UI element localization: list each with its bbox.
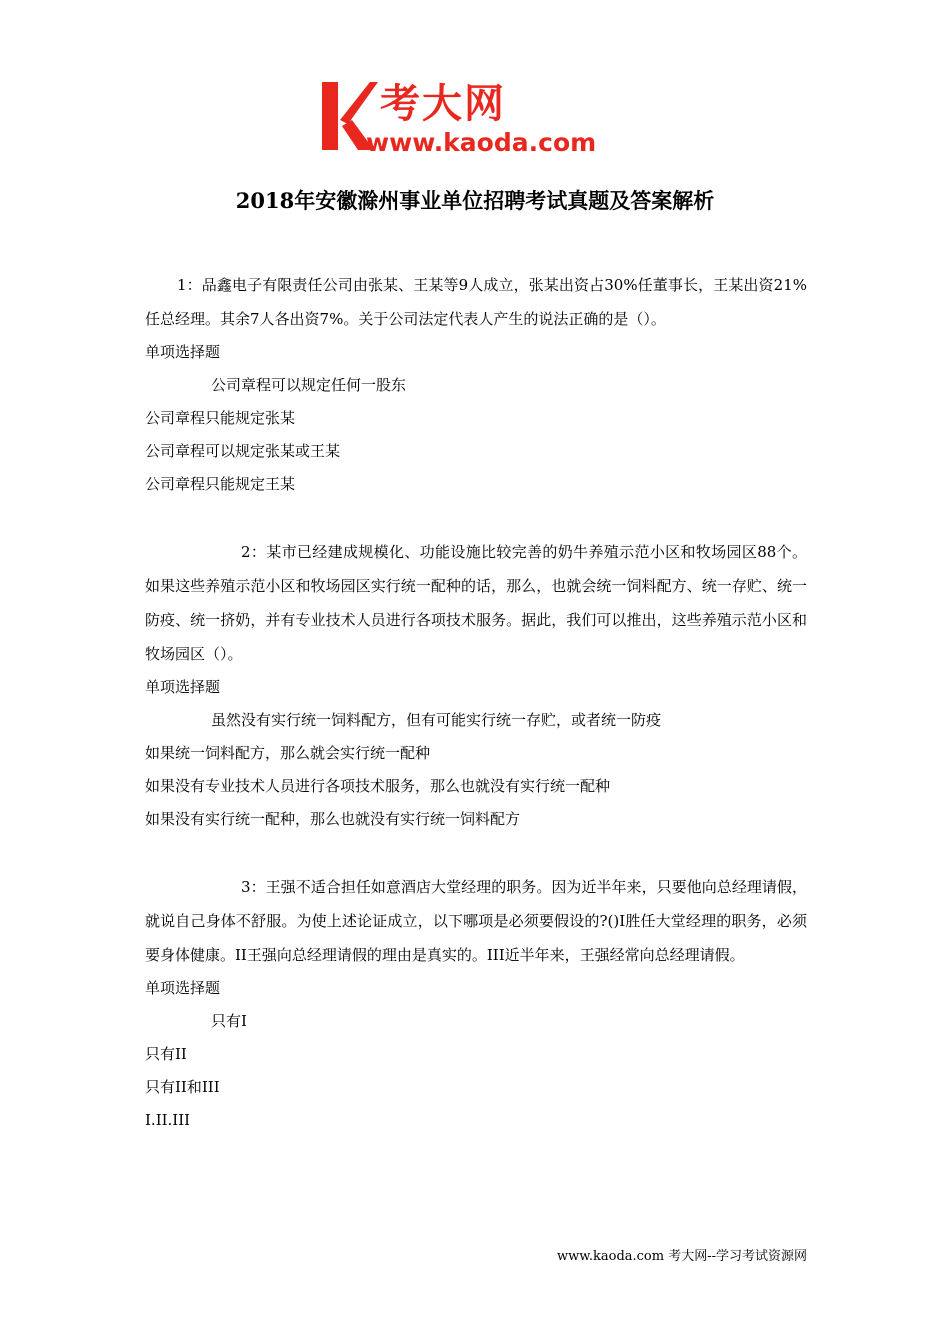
- option-a: 虽然没有实行统一饲料配方，但有可能实行统一存贮，或者统一防疫: [211, 711, 662, 729]
- page-footer: www.kaoda.com 考大网--学习考试资源网: [557, 1249, 807, 1264]
- document-body: [145, 268, 807, 1137]
- option-b: 只有II: [145, 1045, 187, 1063]
- question-text: 2：某市已经建成规模化、功能设施比较完善的奶牛养殖示范小区和牧场园区88个。如果这些养殖示范小区和牧场园区实行统一配种的话，那么，也就会统一饲料配方、统一存贮、统一防疫、统一挤奶，并有专业技术人员进行各项技术服务。据此，我们可以推出，这些养殖示范小区和牧场园区（）。: [145, 543, 807, 663]
- option-a: 只有I: [211, 1012, 247, 1030]
- option-d: 如果没有实行统一配种，那么也就没有实行统一饲料配方: [145, 810, 521, 828]
- option-d: 公司章程只能规定王某: [145, 475, 296, 493]
- question-1: [145, 268, 807, 501]
- option-b: 公司章程只能规定张某: [145, 409, 296, 427]
- kaoda-logo: [318, 80, 638, 160]
- page-title: 2018年安徽滁州事业单位招聘考试真题及答案解析: [235, 188, 715, 213]
- question-3: [145, 870, 807, 1137]
- question-type: 单项选择题: [145, 678, 221, 696]
- option-c: 如果没有专业技术人员进行各项技术服务，那么也就没有实行统一配种: [145, 777, 611, 795]
- option-a: 公司章程可以规定任何一股东: [211, 376, 407, 394]
- logo-brand-url: www.kaoda.com: [366, 128, 597, 157]
- question-type: 单项选择题: [145, 979, 221, 997]
- logo-brand-cn: 考大网: [380, 81, 506, 127]
- question-2: [145, 535, 807, 836]
- question-text: 3：王强不适合担任如意酒店大堂经理的职务。因为近半年来，只要他向总经理请假，就说自己身体不舒服。为使上述论证成立，以下哪项是必须要假设的?()I胜任大堂经理的职务，必须要身体健康。II王强向总经理请假的理由是真实的。III近半年来，王强经常向总经理请假。: [145, 878, 807, 964]
- option-c: 只有II和III: [145, 1078, 220, 1096]
- option-d: I.II.III: [145, 1111, 191, 1129]
- option-c: 公司章程可以规定张某或王某: [145, 442, 341, 460]
- question-type: 单项选择题: [145, 343, 221, 361]
- question-text: 1：品鑫电子有限责任公司由张某、王某等9人成立，张某出资占30%任董事长，王某出资21%任总经理。其余7人各出资7%。关于公司法定代表人产生的说法正确的是（）。: [145, 276, 807, 328]
- option-b: 如果统一饲料配方，那么就会实行统一配种: [145, 744, 431, 762]
